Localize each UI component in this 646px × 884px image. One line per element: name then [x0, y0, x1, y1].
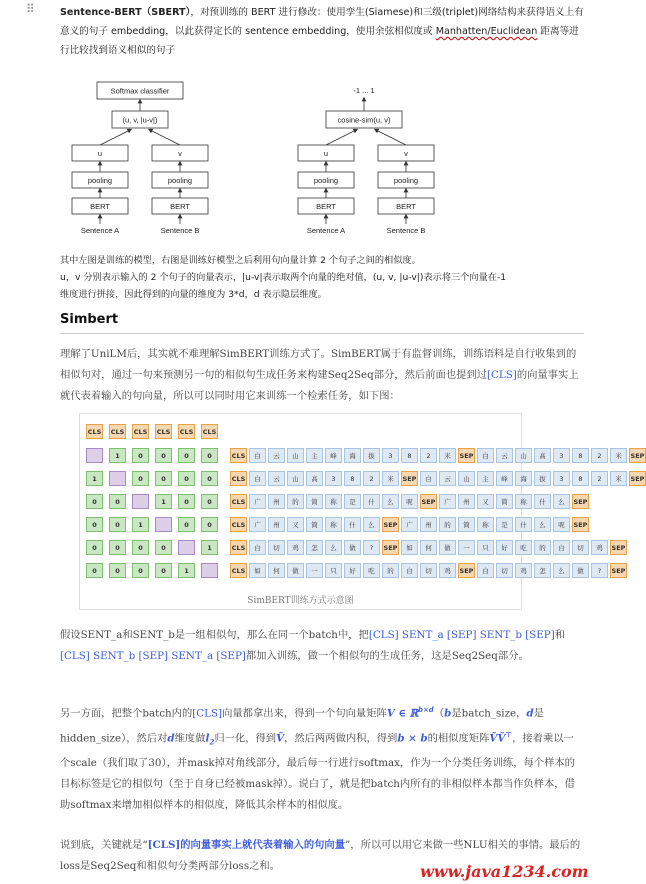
sep-token-cell: SEP [382, 517, 399, 532]
token-cell: 云 [439, 471, 456, 486]
retrieval-text-h: ，然后两两做内积，得到 [284, 732, 398, 745]
label-cell: 0 [155, 540, 172, 555]
token-cell: 吃 [515, 540, 532, 555]
token-cell: 怎 [534, 563, 551, 578]
token-cell: 峰 [325, 448, 342, 463]
sentence-a-label-right: Sentence A [306, 226, 346, 235]
token-cell: 简 [306, 517, 323, 532]
label-cell: 0 [201, 517, 218, 532]
label-cell: 0 [86, 494, 103, 509]
token-cell: 称 [325, 517, 342, 532]
cosine-sim-label: cosine-sim(u, v) [337, 115, 391, 125]
token-cell: 么 [363, 517, 380, 532]
label-cell: 0 [86, 563, 103, 578]
seq2seq-link-2[interactable]: [CLS] SENT_b [SEP] SENT_a [SEP] [60, 650, 246, 662]
cls-token-cell: CLS [230, 563, 247, 578]
intro-text-a: 理解了UniLM后，其实就不难理解SimBERT训练方式了。SimBERT属于有监督训练，训练语料是自行收集到的相似句对，通过一句来预测另一句的相似句生成任务来构建Seq2Seq部分，然后前面也提到过 [60, 348, 577, 381]
label-cell: 0 [178, 517, 195, 532]
label-cell: 0 [132, 540, 149, 555]
token-cell: 山 [458, 471, 475, 486]
math-d: d [526, 707, 534, 720]
diagonal-mask-cell [155, 517, 172, 532]
token-cell: 称 [477, 517, 494, 532]
retrieval-text-e: 是hidden_size），然后对 [60, 707, 544, 745]
header-cls-cell: CLS [109, 424, 126, 439]
token-cell: 什 [344, 517, 361, 532]
sep-token-cell: SEP [382, 540, 399, 555]
retrieval-cls-link[interactable]: [CLS] [192, 707, 223, 720]
token-cell: 做 [344, 540, 361, 555]
token-cell: 8 [344, 471, 361, 486]
token-cell: 称 [515, 494, 532, 509]
token-cell: 拔 [363, 448, 380, 463]
token-cell: 么 [325, 540, 342, 555]
token-cell: 白 [249, 471, 266, 486]
softmax-label: Softmax classifier [110, 86, 170, 96]
token-cell: 广 [401, 517, 418, 532]
math-sub-2: 2 [209, 737, 215, 747]
sentence-b-label-left: Sentence B [160, 226, 200, 235]
token-cell: 白 [553, 540, 570, 555]
label-cell: 0 [178, 494, 195, 509]
token-cell: 么 [382, 494, 399, 509]
token-cell: 如 [249, 563, 266, 578]
u-label-left: u [97, 149, 103, 158]
retrieval-paragraph [60, 699, 584, 816]
math-d-2: d [167, 732, 175, 745]
label-cell: 1 [132, 517, 149, 532]
seq2seq-text-c: 都加入训练，做一个相似句的生成任务，这是Seq2Seq部分。 [245, 650, 529, 662]
token-cell: 主 [306, 448, 323, 463]
label-cell: 0 [109, 517, 126, 532]
token-cell: 鸡 [439, 563, 456, 578]
token-cell: 么 [553, 494, 570, 509]
drag-handle-icon[interactable]: ⠿ [26, 2, 36, 16]
label-cell: 0 [109, 540, 126, 555]
token-cell: 海 [515, 471, 532, 486]
token-cell: 3 [553, 448, 570, 463]
sbert-title: Sentence-BERT（SBERT） [60, 7, 191, 18]
sep-token-cell: SEP [610, 540, 627, 555]
cls-token-cell: CLS [230, 471, 247, 486]
header-cls-cell: CLS [132, 424, 149, 439]
token-cell: 白 [249, 448, 266, 463]
cls-token-cell: CLS [230, 540, 247, 555]
token-cell: 云 [268, 471, 285, 486]
token-cell: 8 [401, 448, 418, 463]
token-cell: 什 [515, 517, 532, 532]
bert-a-label-left: BERT [90, 202, 110, 211]
token-cell: 州 [458, 494, 475, 509]
token-cell: 的 [534, 540, 551, 555]
header-cls-cell: CLS [201, 424, 218, 439]
token-cell: 好 [344, 563, 361, 578]
token-cell: 么 [553, 563, 570, 578]
sep-token-cell: SEP [572, 494, 589, 509]
token-cell: 高 [534, 448, 551, 463]
token-cell: 如 [401, 540, 418, 555]
token-cell: 切 [268, 540, 285, 555]
token-cell: 8 [572, 471, 589, 486]
pooling-b-label-left: pooling [167, 176, 193, 185]
sep-token-cell: SEP [420, 494, 437, 509]
token-cell: 么 [534, 517, 551, 532]
simbert-training-figure [79, 413, 645, 610]
token-cell: 高 [306, 471, 323, 486]
label-cell: 0 [86, 517, 103, 532]
sep-token-cell: SEP [572, 517, 589, 532]
token-cell: 简 [458, 517, 475, 532]
token-cell: 2 [420, 448, 437, 463]
token-cell: 称 [325, 494, 342, 509]
math-l: l [205, 732, 210, 745]
token-cell: 广 [439, 494, 456, 509]
token-cell: 峰 [496, 471, 513, 486]
sep-token-cell: SEP [401, 471, 418, 486]
token-cell: 又 [477, 494, 494, 509]
explanation-line-3: 维度进行拼接，因此得到的向量的维度为 3*d，d 表示隐层维度。 [60, 289, 327, 300]
sbert-text-end: 距离等进行比较找到语义相似的句子 [60, 26, 579, 56]
token-cell: 是 [344, 494, 361, 509]
label-cell: 1 [155, 494, 172, 509]
header-cls-cell: CLS [155, 424, 172, 439]
site-watermark: www.java1234.com [420, 862, 589, 881]
token-cell: 鸡 [591, 540, 608, 555]
range-label: -1 ... 1 [353, 86, 375, 95]
seq2seq-link-1[interactable]: [CLS] SENT_a [SEP] SENT_b [SEP] [368, 629, 555, 641]
cls-token-cell: CLS [230, 448, 247, 463]
token-cell: 云 [268, 448, 285, 463]
diagonal-mask-cell [132, 494, 149, 509]
token-cell: 做 [439, 540, 456, 555]
diagonal-mask-cell [178, 540, 195, 555]
v-label-right: v [404, 149, 408, 158]
intro-text-b: 的向量事实上就代表着输入的句向量，所以可以同时用它来训练一个检索任务，如下图： [60, 369, 579, 402]
token-cell: 白 [477, 448, 494, 463]
label-cell: 0 [155, 471, 172, 486]
label-cell: 0 [178, 471, 195, 486]
token-cell: 3 [382, 448, 399, 463]
sep-token-cell: SEP [458, 448, 475, 463]
diagonal-mask-cell [201, 563, 218, 578]
token-cell: 8 [572, 448, 589, 463]
token-cell: 米 [610, 448, 627, 463]
retrieval-text-a: 另一方面，把整个batch内的 [60, 707, 193, 720]
token-cell: 的 [382, 563, 399, 578]
sbert-paragraph [60, 3, 586, 60]
cls-token-cell: CLS [230, 494, 247, 509]
diagonal-mask-cell [86, 448, 103, 463]
math-b: b [444, 707, 452, 720]
token-cell: 何 [268, 563, 285, 578]
header-cls-cell: CLS [178, 424, 195, 439]
bert-a-label-right: BERT [316, 202, 336, 211]
token-cell: 广 [249, 494, 266, 509]
label-cell: 0 [109, 563, 126, 578]
token-cell: 白 [420, 471, 437, 486]
token-cell: 米 [382, 471, 399, 486]
label-cell: 1 [178, 563, 195, 578]
pooling-a-label-right: pooling [313, 176, 339, 185]
token-cell: 呢 [553, 517, 570, 532]
sep-token-cell: SEP [629, 448, 646, 463]
diagonal-mask-cell [109, 471, 126, 486]
sep-token-cell: SEP [610, 563, 627, 578]
token-cell: 吃 [363, 563, 380, 578]
token-cell: 白 [401, 563, 418, 578]
token-cell: 切 [496, 563, 513, 578]
conclusion-text-a: 说到底，关键就是“ [60, 839, 148, 851]
token-cell: 什 [534, 494, 551, 509]
sep-token-cell: SEP [629, 471, 646, 486]
retrieval-text-g: 归一化，得到 [214, 732, 277, 745]
token-cell: 呢 [401, 494, 418, 509]
token-cell: 主 [477, 471, 494, 486]
label-cell: 0 [132, 448, 149, 463]
token-cell: 做 [572, 563, 589, 578]
pooling-b-label-right: pooling [393, 176, 419, 185]
token-cell: 鸡 [287, 540, 304, 555]
explanation-line-1: 其中左图是训练的模型，右图是训练好模型之后利用句向量计算 2 个句子之间的相似度。 [60, 255, 421, 266]
token-cell: 3 [325, 471, 342, 486]
sentence-b-label-right: Sentence B [386, 226, 426, 235]
sep-token-cell: SEP [458, 563, 475, 578]
token-cell: 米 [610, 471, 627, 486]
u-label-right: u [323, 149, 329, 158]
token-cell: 做 [287, 563, 304, 578]
figure-caption: SimBERT训练方式示意图 [247, 596, 354, 606]
simbert-intro-paragraph [60, 344, 584, 407]
token-cell: 的 [287, 494, 304, 509]
math-vv: ṼṼ [489, 732, 506, 745]
token-cell: 简 [496, 494, 513, 509]
token-cell: 怎 [306, 540, 323, 555]
cls-token-cell: CLS [230, 517, 247, 532]
token-cell: 米 [439, 448, 456, 463]
retrieval-text-c: （ [433, 707, 445, 720]
token-cell: 州 [268, 494, 285, 509]
sbert-architecture-diagram [60, 78, 450, 243]
bert-b-label-right: BERT [396, 202, 416, 211]
token-cell: 切 [420, 563, 437, 578]
token-cell: 海 [344, 448, 361, 463]
label-cell: 0 [109, 494, 126, 509]
token-cell: 只 [477, 540, 494, 555]
concat-label: (u, v, |u-v|) [122, 115, 158, 125]
token-cell: 简 [306, 494, 323, 509]
bert-b-label-left: BERT [170, 202, 190, 211]
label-cell: 1 [86, 471, 103, 486]
sbert-text: ，对预训练的 BERT 进行修改：使用孪生(Siamese)和三级(triplet)网络结构来获得语义上有意义的句子 embedding，以此获得定长的 sentence embedding，使用余弦相似度或 [60, 7, 584, 37]
label-cell: 0 [178, 448, 195, 463]
token-cell: 白 [249, 540, 266, 555]
token-cell: 是 [496, 517, 513, 532]
seq2seq-text-b: 和 [554, 629, 566, 641]
v-label-left: v [178, 149, 182, 158]
token-cell: 山 [287, 471, 304, 486]
label-cell: 0 [201, 471, 218, 486]
heading-divider [60, 333, 584, 334]
label-cell: 1 [201, 540, 218, 555]
label-cell: 0 [132, 563, 149, 578]
token-cell: 2 [591, 471, 608, 486]
retrieval-text-d: 是batch_size， [451, 707, 527, 720]
token-cell: 3 [553, 471, 570, 486]
label-cell: 0 [132, 471, 149, 486]
token-cell: 的 [439, 517, 456, 532]
math-bxb: b × b [397, 732, 428, 745]
conclusion-text-b: ”，所以可以用它来做一些NLU相关的事情。最后的loss是Seq2Seq和相似句分类两部分loss之和。 [60, 839, 581, 872]
conclusion-bold: [CLS]的向量事实上就代表着输入的句向量 [147, 839, 346, 851]
token-cell: ? [591, 563, 608, 578]
math-sup-t: ⊤ [505, 730, 513, 740]
label-cell: 0 [201, 448, 218, 463]
label-cell: 1 [109, 448, 126, 463]
retrieval-text-b: 向量都拿出来，得到一个句向量矩阵 [222, 707, 387, 720]
token-cell: 山 [287, 448, 304, 463]
token-cell: 一 [458, 540, 475, 555]
token-cell: 只 [325, 563, 342, 578]
sentence-a-label-left: Sentence A [80, 226, 120, 235]
retrieval-text-f: 维度做 [174, 732, 206, 745]
token-cell: 好 [496, 540, 513, 555]
token-cell: 鸡 [515, 563, 532, 578]
token-cell: 2 [591, 448, 608, 463]
diagram-explanation [60, 252, 586, 303]
seq2seq-text-a: 假设SENT_a和SENT_b是一组相似句，那么在同一个batch中，把 [60, 629, 369, 641]
label-cell: 0 [155, 563, 172, 578]
label-cell: 0 [155, 448, 172, 463]
token-cell: 白 [477, 563, 494, 578]
token-cell: 2 [363, 471, 380, 486]
math-sup-bd: b×d [418, 705, 434, 714]
simbert-heading: Simbert [60, 312, 119, 327]
token-cell: 何 [420, 540, 437, 555]
token-cell: 州 [420, 517, 437, 532]
token-cell: 什 [363, 494, 380, 509]
math-matrix-v: V ∈ ℝ [386, 707, 419, 720]
pooling-a-label-left: pooling [87, 176, 113, 185]
explanation-line-2: u，v 分别表示输入的 2 个句子的向量表示，|u-v|表示取两个向量的绝对值，(u, v, |u-v|)表示将三个向量在-1 [60, 272, 507, 283]
cls-link[interactable]: [CLS] [487, 369, 517, 381]
token-cell: 广 [249, 517, 266, 532]
token-cell: 又 [287, 517, 304, 532]
token-cell: 州 [268, 517, 285, 532]
label-cell: 0 [201, 494, 218, 509]
token-cell: 切 [572, 540, 589, 555]
label-cell: 0 [86, 540, 103, 555]
token-cell: 一 [306, 563, 323, 578]
seq2seq-paragraph [60, 625, 584, 667]
retrieval-text-i: 的相似度矩阵 [427, 732, 490, 745]
sbert-text-underlined: Manhatten/Euclidean [435, 26, 538, 37]
token-cell: 云 [496, 448, 513, 463]
token-cell: ? [363, 540, 380, 555]
token-cell: 山 [515, 448, 532, 463]
token-cell: 拔 [534, 471, 551, 486]
math-v-tilde: Ṽ [276, 732, 285, 745]
header-cls-cell: CLS [86, 424, 103, 439]
retrieval-text-j: ，接着乘以一个scale（我们取了30），并mask掉对角线部分，最后每一行进行softmax，作为一个分类任务训练，每个样本的目标标签是它的相似句（至于自身已经被mask掉）。说白了，就是把batch内所有的非相似样本都当作负样本，借助softmax来增加相似样本的相似度，降低其余样本的相似度。 [60, 732, 575, 811]
